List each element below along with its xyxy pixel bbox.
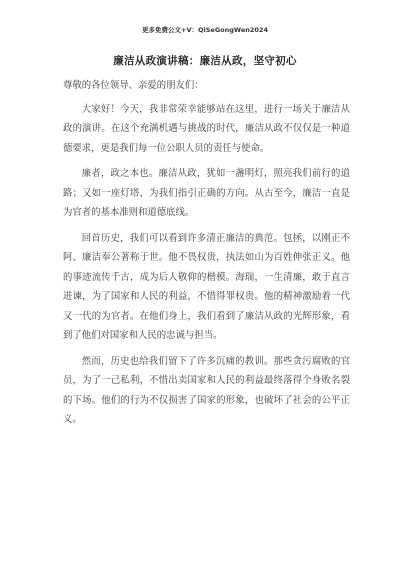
paragraph: 然而，历史也给我们留下了许多沉痛的教训。那些贪污腐败的官员，为了一己私利，不惜出卖国家和人民的利益最终落得个身败名裂的下场。他们的行为不仅损害了国家的形象，也破坏了社会的公平正义。: [63, 355, 350, 425]
paragraph: 大家好！今天，我非常荣幸能够站在这里，进行一场关于廉洁从政的演讲。在这个充满机遇与挑战的时代，廉洁从政不仅仅是一种道德要求，更是我们每一位公职人员的责任与使命。: [63, 103, 350, 154]
document-body: [63, 76, 350, 436]
salutation: 尊敬的各位领导、亲爱的朋友们：: [63, 80, 204, 91]
paragraph: 廉者，政之本也。廉洁从政，犹如一盏明灯，照亮我们前行的道路；又如一座灯塔，为我们指引正确的方向。从古至今，廉洁一直是为官者的基本准则和道德底线。: [63, 168, 350, 218]
paragraph: 回首历史，我们可以看到许多清正廉洁的典范。包拯，以刚正不阿、廉洁奉公著称于世。他不畏权贵，执法如山为百姓伸张正义。他的事迹流传千古，成为后人敬仰的楷模。海瑞，一生清廉，敢于直言进谏，为了国家和人民的利益，不惜得罪权贵。他的精神激励着一代又一代的为官者。在他们身上，我们看到了廉洁从政的光辉形象，看到了他们对国家和人民的忠诚与担当。: [63, 232, 350, 341]
document-title: 廉洁从政演讲稿：廉洁从政，坚守初心: [113, 55, 297, 67]
header-note: 更多免费公文+V：QiSeGongWen2024: [142, 26, 268, 34]
